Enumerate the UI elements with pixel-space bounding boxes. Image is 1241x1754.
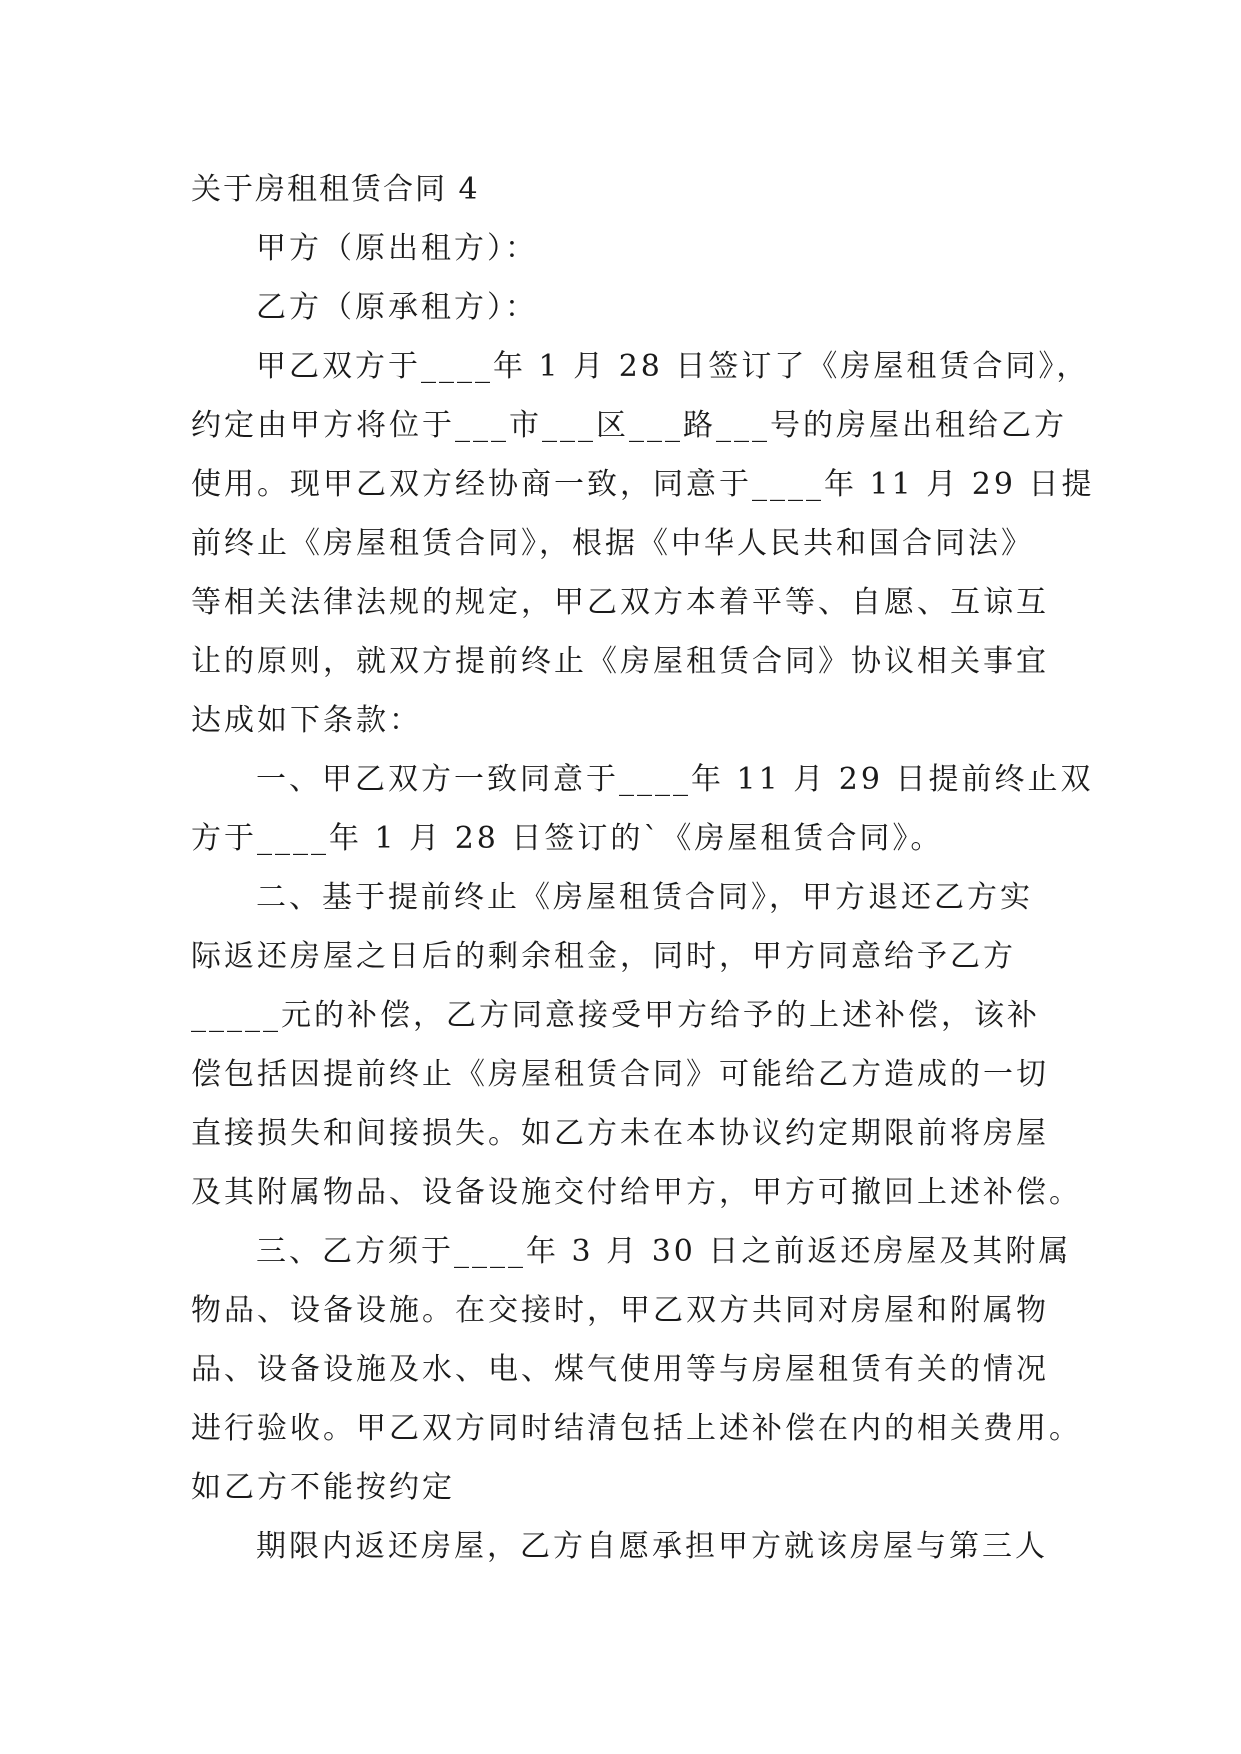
party-a-label: 甲方（原出租方）： xyxy=(256,231,538,266)
paragraph-line: 品、设备设施及水、电、煤气使用等与房屋租赁有关的情况 xyxy=(191,1352,1049,1387)
paragraph-line: 际返还房屋之日后的剩余租金，同时，甲方同意给予乙方 xyxy=(191,939,1016,974)
paragraph-line: 使用。现甲乙双方经协商一致，同意于____年 11 月 29 日提 xyxy=(191,467,1095,502)
paragraph-line: 偿包括因提前终止《房屋租赁合同》可能给乙方造成的一切 xyxy=(191,1057,1049,1092)
document-body xyxy=(191,160,1095,1576)
paragraph-line: 前终止《房屋租赁合同》，根据《中华人民共和国合同法》 xyxy=(191,526,1034,561)
paragraph-line: 二、基于提前终止《房屋租赁合同》，甲方退还乙方实 xyxy=(256,880,1033,915)
paragraph-line: 三、乙方须于____年 3 月 30 日之前返还房屋及其附属 xyxy=(256,1234,1072,1269)
party-b-label: 乙方（原承租方）： xyxy=(256,290,538,325)
paragraph-line: 方于____年 1 月 28 日签订的`《房屋租赁合同》。 xyxy=(191,821,944,856)
paragraph-line: _____元的补偿，乙方同意接受甲方给予的上述补偿，该补 xyxy=(191,998,1040,1033)
paragraph-line: 约定由甲方将位于___市___区___路___号的房屋出租给乙方 xyxy=(191,408,1067,443)
paragraph-line: 直接损失和间接损失。如乙方未在本协议约定期限前将房屋 xyxy=(191,1116,1049,1151)
paragraph-line: 物品、设备设施。在交接时，甲乙双方共同对房屋和附属物 xyxy=(191,1293,1049,1328)
clause-3 xyxy=(191,1222,1082,1517)
clause-1 xyxy=(191,750,1094,868)
paragraph-line: 等相关法律法规的规定，甲乙双方本着平等、自愿、互谅互 xyxy=(191,585,1049,620)
document-title: 关于房租租赁合同 4 xyxy=(191,172,480,207)
paragraph-line: 一、甲乙双方一致同意于____年 11 月 29 日提前终止双 xyxy=(256,762,1094,797)
paragraph-line: 期限内返还房屋，乙方自愿承担甲方就该房屋与第三人 xyxy=(256,1529,1048,1564)
paragraph-line: 甲乙双方于____年 1 月 28 日签订了《房屋租赁合同》， xyxy=(256,349,1090,384)
paragraph-line: 及其附属物品、设备设施交付给甲方，甲方可撤回上述补偿。 xyxy=(191,1175,1082,1210)
paragraph-line: 进行验收。甲乙双方同时结清包括上述补偿在内的相关费用。 xyxy=(191,1411,1082,1446)
paragraph-line: 让的原则，就双方提前终止《房屋租赁合同》协议相关事宜 xyxy=(191,644,1049,679)
paragraph-preamble xyxy=(191,337,1095,750)
clause-2 xyxy=(191,868,1082,1222)
paragraph-line: 如乙方不能按约定 xyxy=(191,1470,455,1505)
paragraph-continued xyxy=(191,1517,1051,1576)
paragraph-line: 达成如下条款： xyxy=(191,703,422,738)
